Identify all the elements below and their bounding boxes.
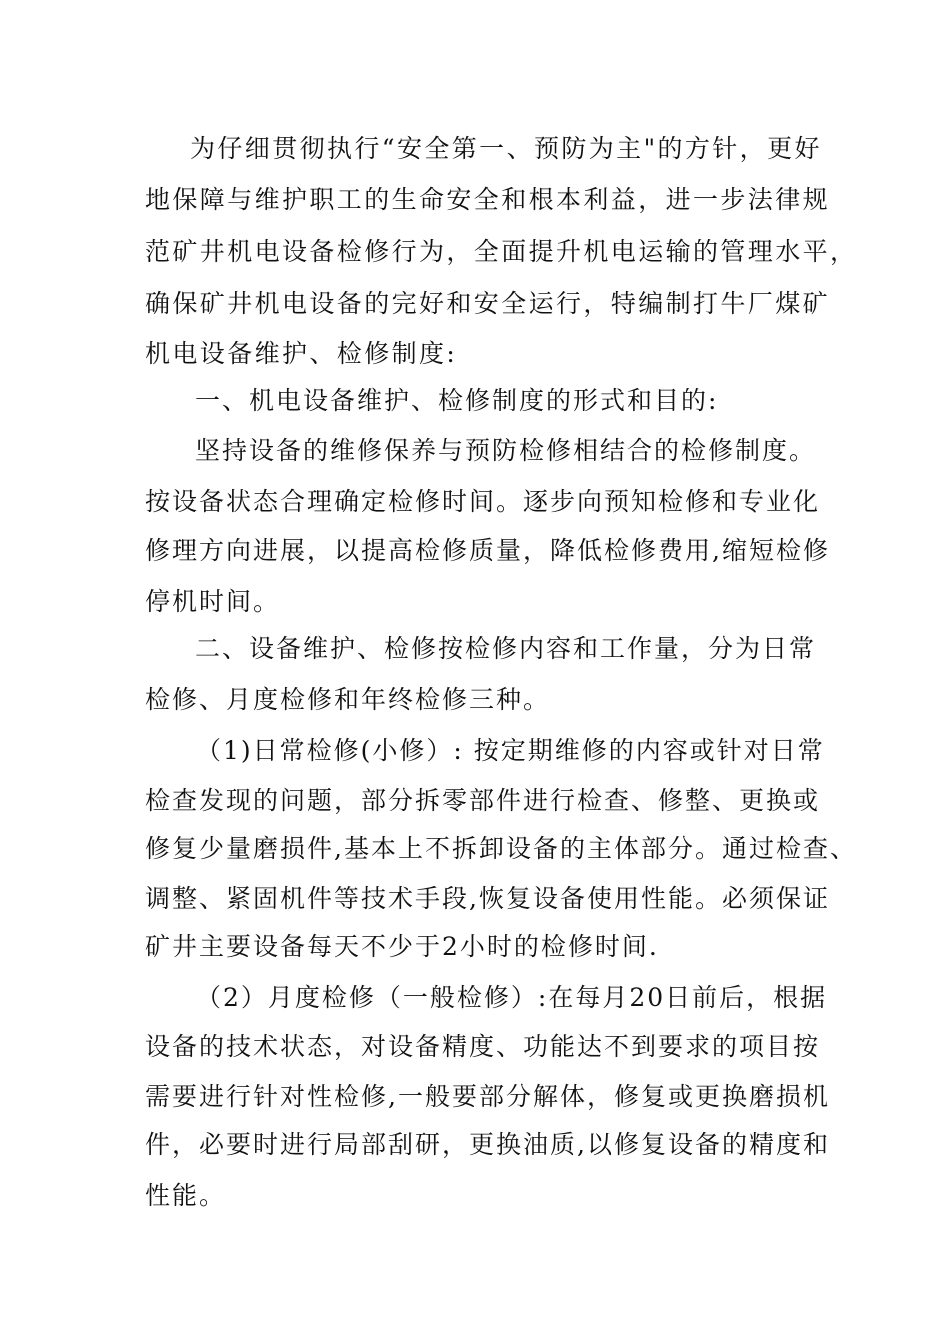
text-line: 需要进行针对性检修,一般要部分解体，修复或更换磨损机 bbox=[145, 1082, 830, 1111]
text-line: 件，必要时进行局部刮研，更换油质,以修复设备的精度和 bbox=[145, 1130, 830, 1159]
text-line: （1)日常检修(小修）: 按定期维修的内容或针对日常 bbox=[196, 736, 825, 765]
text-line: 修理方向进展，以提高检修质量，降低检修费用,缩短检修 bbox=[145, 536, 830, 565]
text-line: 检查发现的问题，部分拆零部件进行检查、修整、更换或 bbox=[145, 786, 821, 815]
text-line: 停机时间。 bbox=[145, 587, 281, 616]
text-line: 按设备状态合理确定检修时间。逐步向预知检修和专业化 bbox=[145, 487, 821, 516]
text-line: 修复少量磨损件,基本上不拆卸设备的主体部分。通过检查、 bbox=[145, 834, 857, 863]
text-line: 地保障与维护职工的生命安全和根本利益，进一步法律规 bbox=[145, 185, 831, 214]
text-line: 矿井主要设备每天不少于2小时的检修时间. bbox=[145, 932, 659, 961]
text-line: 设备的技术状态，对设备精度、功能达不到要求的项目按 bbox=[145, 1032, 821, 1061]
section-heading: 二、设备维护、检修按检修内容和工作量，分为日常 bbox=[195, 634, 817, 663]
text-line: （2）月度检修（一般检修）:在每月20日前后，根据 bbox=[196, 983, 828, 1012]
text-line: 性能。 bbox=[145, 1181, 227, 1210]
text-line: 坚持设备的维修保养与预防检修相结合的检修制度。 bbox=[195, 436, 817, 465]
text-line: 机电设备维护、检修制度: bbox=[145, 339, 458, 368]
text-line: 为仔细贯彻执行“安全第一、预防为主"的方针，更好 bbox=[190, 134, 822, 163]
text-line: 调整、紧固机件等技术手段,恢复设备使用性能。必须保证 bbox=[145, 884, 830, 913]
section-heading: 检修、月度检修和年终检修三种。 bbox=[145, 685, 551, 714]
text-line: 范矿井机电设备检修行为，全面提升机电运输的管理水平， bbox=[145, 237, 858, 266]
section-heading: 一、机电设备维护、检修制度的形式和目的: bbox=[195, 386, 719, 415]
text-line: 确保矿井机电设备的完好和安全运行，特编制打牛厂煤矿 bbox=[145, 289, 831, 318]
